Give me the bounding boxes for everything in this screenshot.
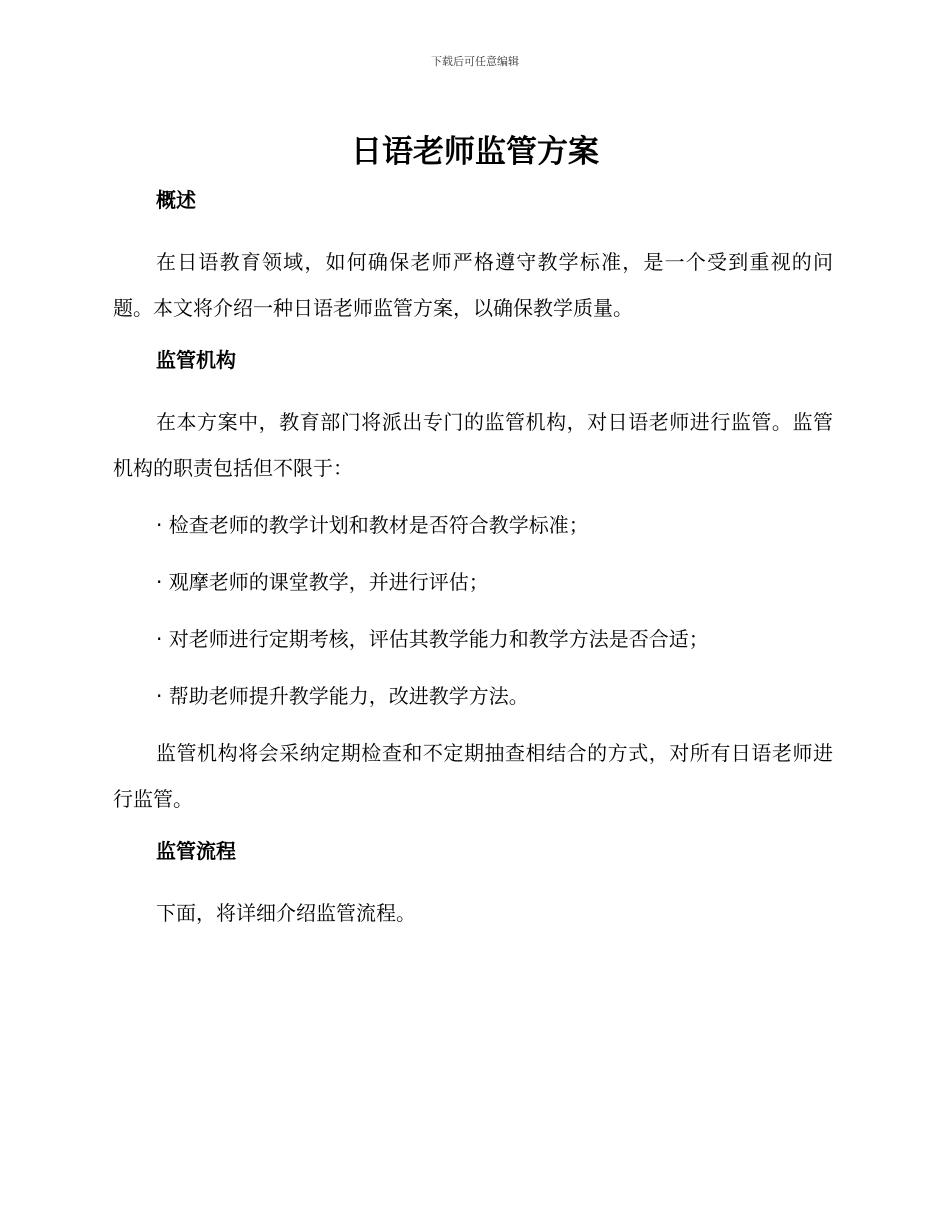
header-note: 下载后可任意编辑 [431, 55, 519, 68]
section-heading-agency: 监管机构 [156, 348, 236, 372]
duty-list-item: · 观摩老师的课堂教学，并进行评估； [156, 570, 489, 594]
agency-closing-paragraph: 监管机构将会采纳定期检查和不定期抽查相结合的方式，对所有日语老师进行监管。 [113, 741, 833, 811]
document-title: 日语老师监管方案 [351, 134, 599, 170]
duty-list-item: · 帮助老师提升教学能力，改进教学方法。 [156, 684, 529, 708]
duty-list-item: · 检查老师的教学计划和教材是否符合教学标准； [156, 513, 589, 537]
overview-paragraph: 在日语教育领域，如何确保老师严格遵守教学标准，是一个受到重视的问题。本文将介绍一种日语老师监管方案，以确保教学质量。 [113, 250, 833, 320]
section-heading-process: 监管流程 [156, 839, 236, 863]
duty-list-item: · 对老师进行定期考核，评估其教学能力和教学方法是否合适； [156, 627, 709, 651]
agency-intro-paragraph: 在本方案中，教育部门将派出专门的监管机构，对日语老师进行监管。监管机构的职责包括但不限于： [113, 410, 833, 480]
section-heading-overview: 概述 [156, 188, 196, 212]
document-body [113, 182, 833, 947]
process-paragraph: 下面，将详细介绍监管流程。 [156, 901, 416, 925]
